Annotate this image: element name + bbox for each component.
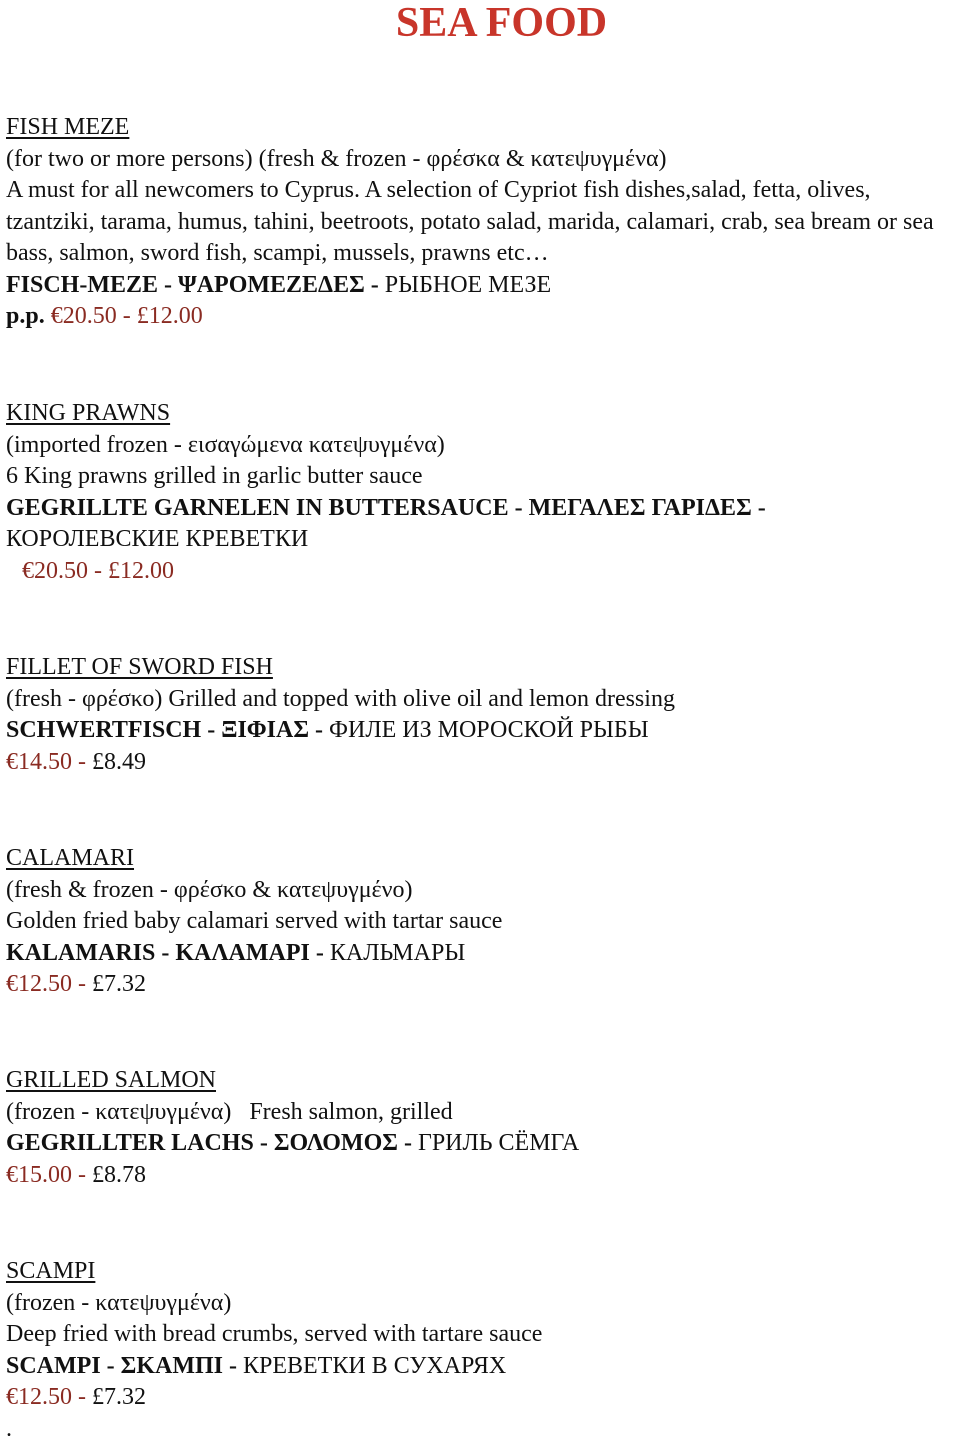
- item-note: (frozen - κατεψυγμένα): [6, 1289, 232, 1316]
- item-name: SCAMPI: [6, 1258, 96, 1284]
- translation-plain: ГРИЛЬ СЁМГА: [411, 1130, 580, 1156]
- price-pound: £7.32: [86, 1384, 146, 1410]
- price-euro: €12.50 -: [6, 1384, 86, 1410]
- page-title: SEA FOOD: [395, 0, 608, 46]
- translation-bold: KALAMARIS - ΚΑΛΑΜΑΡΙ -: [6, 939, 324, 966]
- price-euro: €12.50 -: [6, 971, 86, 997]
- item-note: (fresh & frozen - φρέσκο & κατεψυγμένο): [6, 876, 413, 903]
- item-translation: [6, 715, 960, 747]
- item-price: [6, 1160, 960, 1192]
- item-name: FILLET OF SWORD FISH: [6, 654, 273, 680]
- item-description: A must for all newcomers to Cyprus. A selection of Cypriot fish dishes,salad, fetta, olives, tzantziki, tarama, humus, tahini, beetroots, potato salad, marida, calamari, crab, sea bream or sea bass, salmon, sword fish, scampi, mussels, prawns etc…: [6, 177, 934, 266]
- trailing-mark: .: [6, 1416, 12, 1442]
- item-translation: [6, 270, 960, 302]
- price-prefix: p.p.: [6, 303, 45, 329]
- item-name: FISH MEZE: [6, 114, 130, 140]
- item-translation: [6, 938, 960, 970]
- price-pound: £8.49: [86, 748, 146, 775]
- menu-item-grilled-salmon: [6, 1065, 960, 1191]
- translation-bold: FISCH-MEZE - ΨΑΡΟΜΕΖΕΔΕΣ -: [6, 271, 379, 298]
- item-note: (imported frozen - εισαγώμενα κατεψυγμένα): [6, 431, 445, 458]
- item-name: KING PRAWNS: [6, 400, 171, 426]
- menu-item-scampi: [6, 1256, 960, 1414]
- item-price: [6, 969, 960, 1001]
- price-value: €20.50 - £12.00: [44, 303, 203, 329]
- menu-item-fish-meze: [6, 112, 960, 333]
- translation-plain: РЫБНОЕ МЕЗЕ: [378, 271, 552, 298]
- translation-plain: КРЕВЕТКИ В СУХАРЯХ: [237, 1352, 507, 1379]
- item-name: GRILLED SALMON: [6, 1067, 216, 1093]
- item-description: Golden fried baby calamari served with tartar sauce: [6, 908, 503, 934]
- item-translation: [6, 1128, 960, 1160]
- translation-plain: КОРОЛЕВСКИЕ КРЕВЕТКИ: [6, 526, 309, 552]
- item-note: (frozen - κατεψυγμένα) Fresh salmon, grilled: [6, 1098, 453, 1125]
- item-translation: [6, 1351, 960, 1383]
- translation-bold: SCHWERTFISCH - ΞΙΦΙΑΣ -: [6, 717, 324, 743]
- item-note: (for two or more persons) (fresh & frozen - φρέσκα & κατεψυγμένα): [6, 145, 667, 172]
- price-euro: €14.50 -: [6, 748, 86, 775]
- item-note: (fresh - φρέσκο) Grilled and topped with olive oil and lemon dressing: [6, 685, 675, 712]
- price-euro: €15.00 -: [6, 1161, 86, 1188]
- translation-plain: ФИЛЕ ИЗ МОРОСКОЙ РЫБЫ: [323, 717, 649, 743]
- item-name: CALAMARI: [6, 845, 135, 871]
- menu-item-sword-fish: [6, 652, 960, 778]
- item-description: Deep fried with bread crumbs, served with tartare sauce: [6, 1321, 543, 1347]
- translation-plain: КАЛЬМАРЫ: [323, 939, 466, 966]
- menu-item-calamari: [6, 843, 960, 1001]
- price-pound: £8.78: [86, 1161, 146, 1188]
- translation-bold: GEGRILLTE GARNELEN IN BUTTERSAUCE - ΜΕΓΑΛΕΣ ΓΑΡΙΔΕΣ -: [6, 494, 766, 521]
- menu-item-king-prawns: [6, 398, 960, 587]
- translation-bold: GEGRILLTER LACHS - ΣΟΛΟΜΟΣ -: [6, 1130, 412, 1156]
- item-price: [6, 301, 960, 333]
- item-price: €20.50 - £12.00: [22, 557, 174, 584]
- item-price: [6, 1382, 960, 1414]
- price-pound: £7.32: [86, 971, 146, 997]
- translation-bold: SCAMPI - ΣΚΑΜΠΙ -: [6, 1352, 237, 1379]
- item-price: [6, 747, 960, 779]
- item-description: 6 King prawns grilled in garlic butter sauce: [6, 463, 423, 489]
